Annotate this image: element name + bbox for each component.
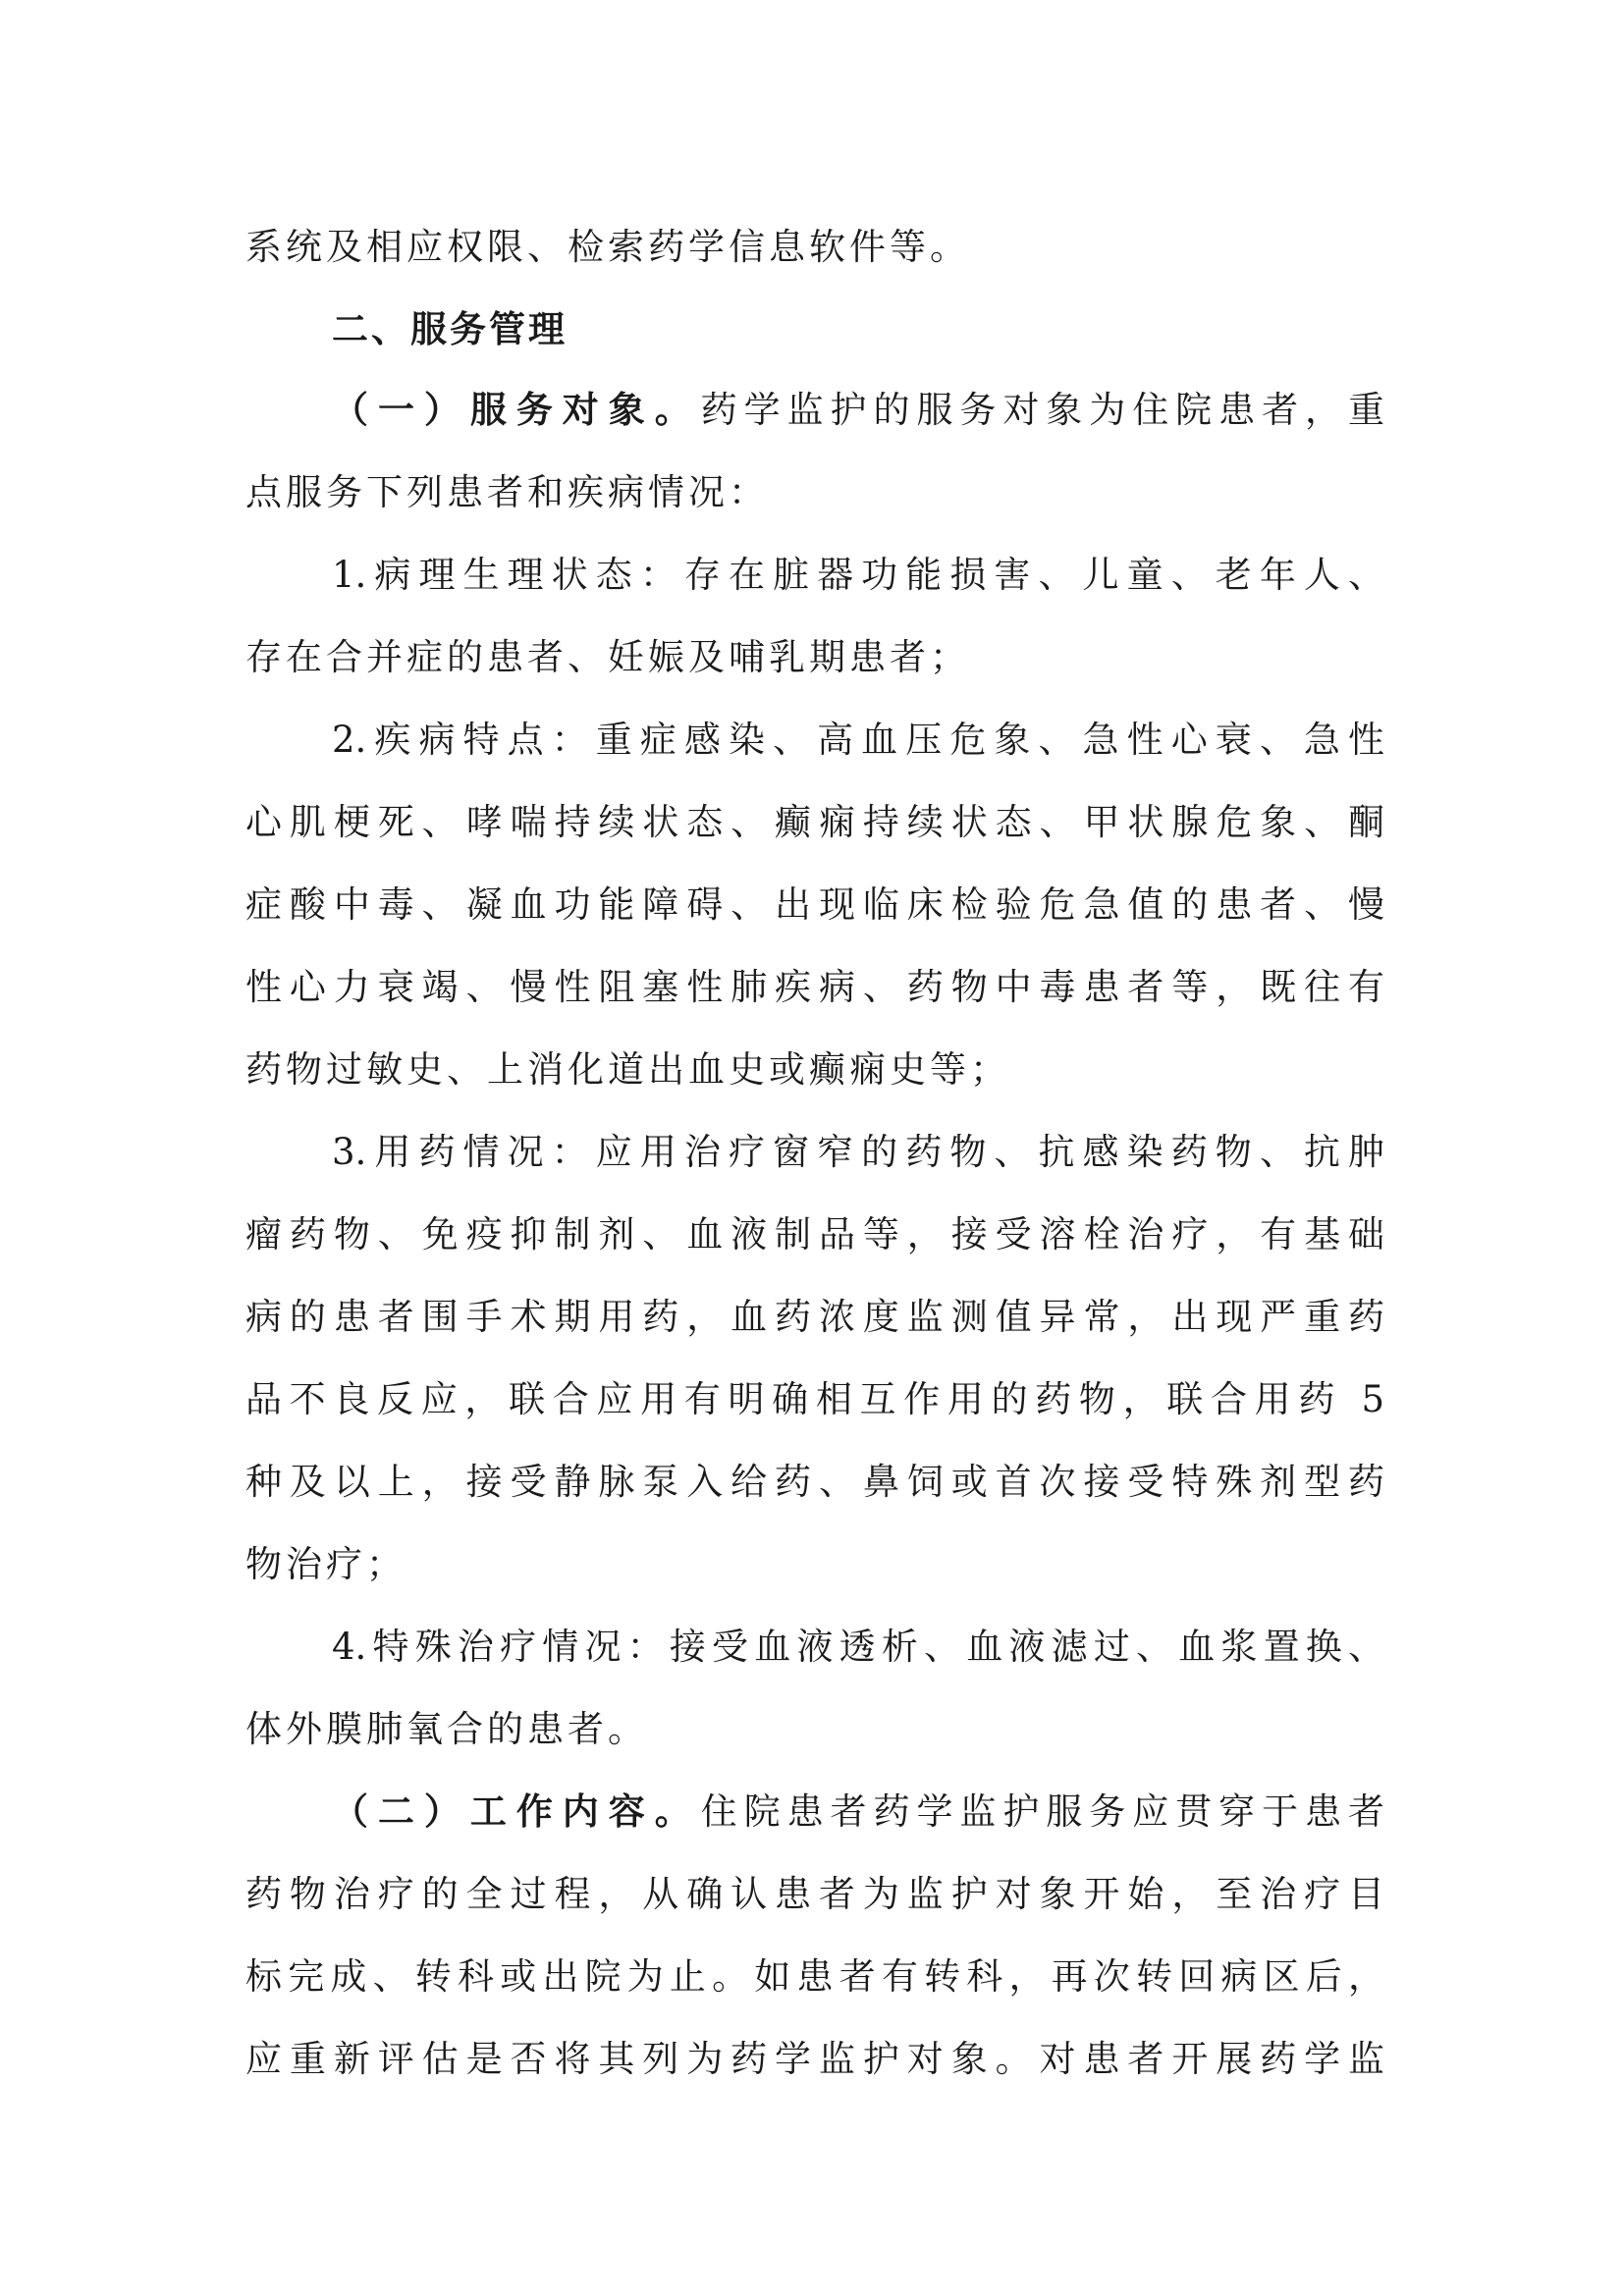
list-item-line: 瘤药物、免疫抑制剂、血液制品等，接受溶栓治疗，有基础 [245,1213,1384,1255]
paragraph-line [332,1783,1384,1842]
list-item-line: 病的患者围手术期用药，血药浓度监测值异常，出现严重药 [245,1296,1384,1338]
list-item-line: 体外膜肺氧合的患者。 [245,1708,648,1750]
subsection-heading: （二）工作内容。 [332,1790,701,1833]
section-heading: 二、服务管理 [332,308,568,350]
paragraph-line: 系统及相应权限、检索药学信息软件等。 [245,226,970,268]
list-item-line: 3.用药情况：应用治疗窗窄的药物、抗感染药物、抗肿 [332,1131,1384,1173]
paragraph-line: 点服务下列患者和疾病情况： [245,471,769,513]
list-item-line: 症酸中毒、凝血功能障碍、出现临床检验危急值的患者、慢 [245,883,1384,926]
paragraph-line: 标完成、转科或出院为止。如患者有转科，再次转回病区后， [245,1955,1384,1998]
list-item-line: 4.特殊治疗情况：接受血液透析、血液滤过、血浆置换、 [332,1626,1384,1668]
list-item-line: 1.病理生理状态：存在脏器功能损害、儿童、老年人、 [332,554,1384,596]
list-item-line: 性心力衰竭、慢性阻塞性肺疾病、药物中毒患者等，既往有 [245,966,1384,1008]
list-item-line: 2.疾病特点：重症感染、高血压危象、急性心衰、急性 [332,719,1384,761]
paragraph-line: 药物治疗的全过程，从确认患者为监护对象开始，至治疗目 [245,1873,1384,1915]
list-item-line: 药物过敏史、上消化道出血史或癫痫史等； [245,1048,1010,1091]
paragraph-text: 药学监护的服务对象为住院患者，重 [700,389,1385,431]
subsection-heading: （一）服务对象。 [332,389,701,431]
paragraph-line: 应重新评估是否将其列为药学监护对象。对患者开展药学监 [245,2038,1384,2080]
list-item-line: 存在合并症的患者、妊娠及哺乳期患者； [245,636,970,678]
list-item-line: 种及以上，接受静脉泵入给药、鼻饲或首次接受特殊剂型药 [245,1461,1384,1503]
list-item-line: 物治疗； [245,1543,406,1585]
paragraph-line [332,381,1384,440]
paragraph-text: 住院患者药学监护服务应贯穿于患者 [700,1790,1385,1833]
list-item-line: 品不良反应，联合应用有明确相互作用的药物，联合用药 5 [245,1378,1384,1420]
list-item-line: 心肌梗死、哮喘持续状态、癫痫持续状态、甲状腺危象、酮 [245,801,1384,843]
